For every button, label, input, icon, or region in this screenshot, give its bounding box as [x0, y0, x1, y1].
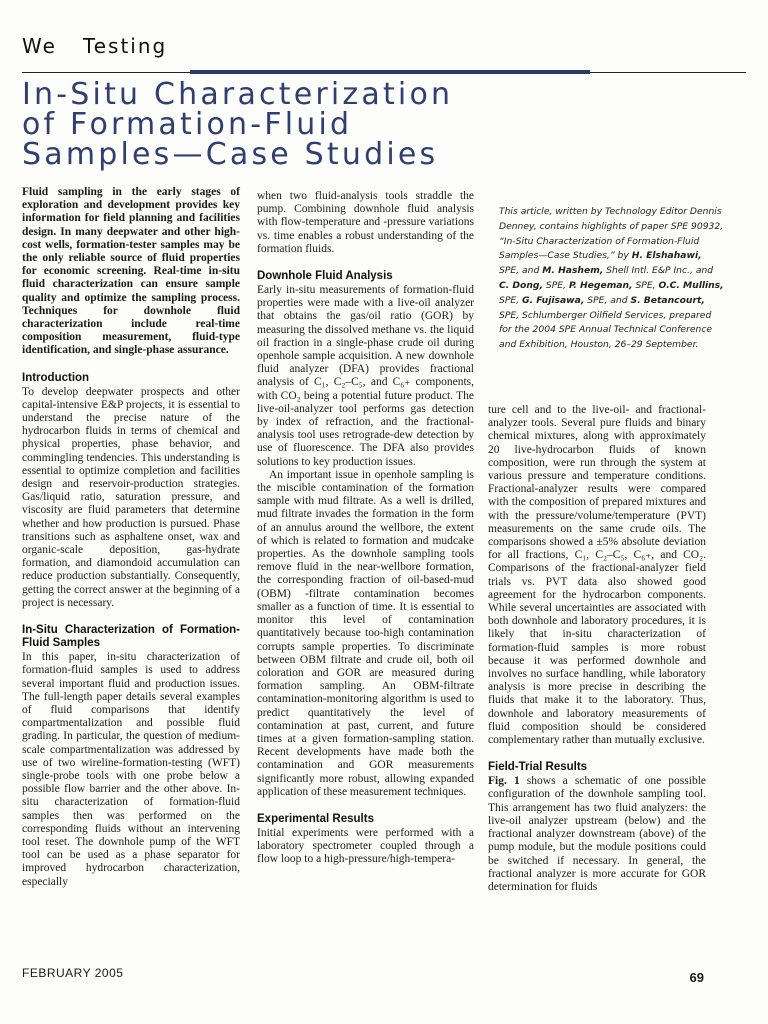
paragraph-experimental: Initial experiments were performed with a laboratory spectrometer coupled through a flow loop to a high-pressure/high-tempera- — [257, 826, 474, 866]
paragraph-field-trial: Fig. 1 shows a schematic of one possible configuration of the downhole sampling tool. This arrangement has two fluid analyzers: the live-oil analyzer upstream (below) and the fractional analyzer downstream (above) of the pump module, but the module positions could be switched if necessary. In general, the fractional analyzer is more accurate for GOR determination for fluids — [488, 775, 706, 893]
section-tag — [22, 34, 167, 58]
heading-insitu: In-Situ Characterization of Formation-Fluid Samples — [22, 624, 240, 650]
paragraph-dfa-2: An important issue in openhole sampling is the miscible contamination of the formation sample with mud filtrate. As a well is drilled, mud filtrate invades the formation in the form of an annulus around the wellbore, the extent of which is related to formation and mudcake properties. As the downhole sampling tools remove fluid in the near-wellbore formation, the corresponding fraction of oil-based-mud (OBM) -filtrate contamination becomes smaller as a function of time. It is essential to monitor this level of contamination quantitatively because too-high contamination corrupts sample properties. To discriminate between OBM filtrate and crude oil, both oil coloration and GOR are measured during formation sampling. An OBM-filtrate contamination-monitoring algorithm is used to predict quantitatively the level of contamination at past, current, and future times at a given formation-sampling station. Recent developments have made both the contamination and GOR measurements significantly more robust, allowing expanded application of these measurement techniques. — [257, 468, 474, 798]
title-line-3: Samples—Case Studies — [22, 137, 439, 172]
paragraph-col3-continued: ture cell and to the live-oil- and fractional-analyzer tools. Several pure fluids and binary chemical mixtures, along with approximately 20 live-hydrocarbon fluids of known composition, were run through the system at various pressure and temperature conditions. Fractional-analyzer results were compared with the composition of prepared mixtures and with the pressure/volume/temperature (PVT) measurements on the same crude oils. The comparisons showed a ±5% absolute deviation for all fractions, C₁, C₂–C₅, C₆₊, and CO₂. Comparisons of the fractional-analyzer field trials vs. PVT data also showed good agreement for the hydrocarbon components. While several uncertainties are associated with both downhole and laboratory procedures, it is likely that in-situ characterization of formation-fluid samples is more robust because it was performed downhole and involves no surface handling, while laboratory analysis is more precise in describing the fluids that make it to the laboratory. Thus, downhole and laboratory measurements of fluid composition should be considered complementary rather than mutually exclusive. — [488, 404, 706, 747]
paragraph-introduction: To develop deepwater prospects and other capital-intensive E&P projects, it is essential to understand the precise nature of the hydrocarbon fluids in terms of chemical and physical properties, phase behavior, and commingling tendencies. This understanding is essential to optimize completion and facilities design and reservoir-production strategies. Gas/liquid ratio, saturation pressure, and viscosity are fluid parameters that determine whether and how production is pursued. Phase transitions such as asphaltene onset, wax and organic-scale deposition, gas-hydrate formation, and diamondoid accumulation can reduce production substantially. Consequently, getting the correct answer at the beginning of a project is necessary. — [22, 385, 240, 609]
page-number: 69 — [689, 970, 704, 985]
heading-field-trial-results: Field-Trial Results — [488, 761, 588, 774]
footer-date: FEBRUARY 2005 — [22, 966, 124, 980]
heading-experimental-results: Experimental Results — [257, 812, 374, 825]
article-credit-sidebar: This article, written by Technology Editor Dennis Denney, contains highlights of paper SPE 90932, “In-Situ Characterization of Formation-Fluid Samples—Case Studies,” by H. Elshahawi, SPE, and M. Hashem, Shell Intl. E&P Inc., and C. Dong, SPE, P. Hegeman, SPE, O.C. Mullins, SPE, G. Fujisawa, SPE, and S. Betancourt, SPE, Schlumberger Oilfield Services, prepared for the 2004 SPE Annual Technical Conference and Exhibition, Houston, 26–29 September. — [499, 206, 724, 351]
paragraph-dfa-1: Early in-situ measurements of formation-fluid properties were made with a live-oil analyzer that obtains the gas/oil ratio (GOR) by measuring the dissolved methane vs. the liquid oil fraction in a single-phase crude oil during openhole sample acquisition. A new downhole fluid analyzer (DFA) provides fractional analysis of C₁, C₂–C₅, and C₆₊ components, with CO₂ being a potential future product. The live-oil-analyzer tool performs gas detection by index of refraction, and the fractional-analysis tool uses retrograde-dew detection by use of fluorescence. The DFA also provides solutions to key production issues. — [257, 284, 474, 468]
column-1 — [22, 186, 240, 889]
heading-introduction: Introduction — [22, 371, 90, 384]
article-title — [22, 77, 742, 172]
column-3 — [488, 404, 706, 894]
title-line-1: In-Situ Characterization — [22, 77, 454, 112]
header-rule-accent — [190, 70, 590, 74]
heading-downhole-fluid-analysis: Downhole Fluid Analysis — [257, 270, 393, 283]
column-2 — [257, 190, 474, 867]
paragraph-col2-continued: when two fluid-analysis tools straddle the pump. Combining downhole fluid analysis with flow-temperature and -pressure variations vs. time enables a robust understanding of the formation fluids. — [257, 190, 474, 255]
paragraph-insitu: In this paper, in-situ characterization of formation-fluid samples is used to address several important fluid and production issues. The full-length paper details several examples of fluid comparisons that identify compartmentalization and possible fluid grading. In particular, the question of medium-scale compartmentalization was addressed by use of two wireline-formation-testing (WFT) single-probe tools with one probe below a possible flow barrier and the other above. In-situ characterization of formation-fluid samples then was performed on the corresponding fluids without an intervening tool reset. The downhole pump of the WFT tool can be used as a phase separator for improved hydrocarbon characterization, especially — [22, 651, 240, 888]
section-word-2: Testing — [82, 34, 168, 58]
figure-reference[interactable]: Fig. 1 — [488, 775, 520, 788]
title-line-2: of Formation-Fluid — [22, 107, 353, 142]
section-word-1: We — [22, 34, 57, 58]
lead-paragraph: Fluid sampling in the early stages of exploration and development provides key information for field planning and facilities design. In many deepwater and other high-cost wells, formation-tester samples may be the only reliable source of fluid properties for economic screening. Real-time in-situ fluid characterization can ensure sample quality and optimize the sampling process. Techniques for downhole fluid characterization include real-time composition measurement, fluid-type identification, and single-phase assurance. — [22, 186, 240, 357]
